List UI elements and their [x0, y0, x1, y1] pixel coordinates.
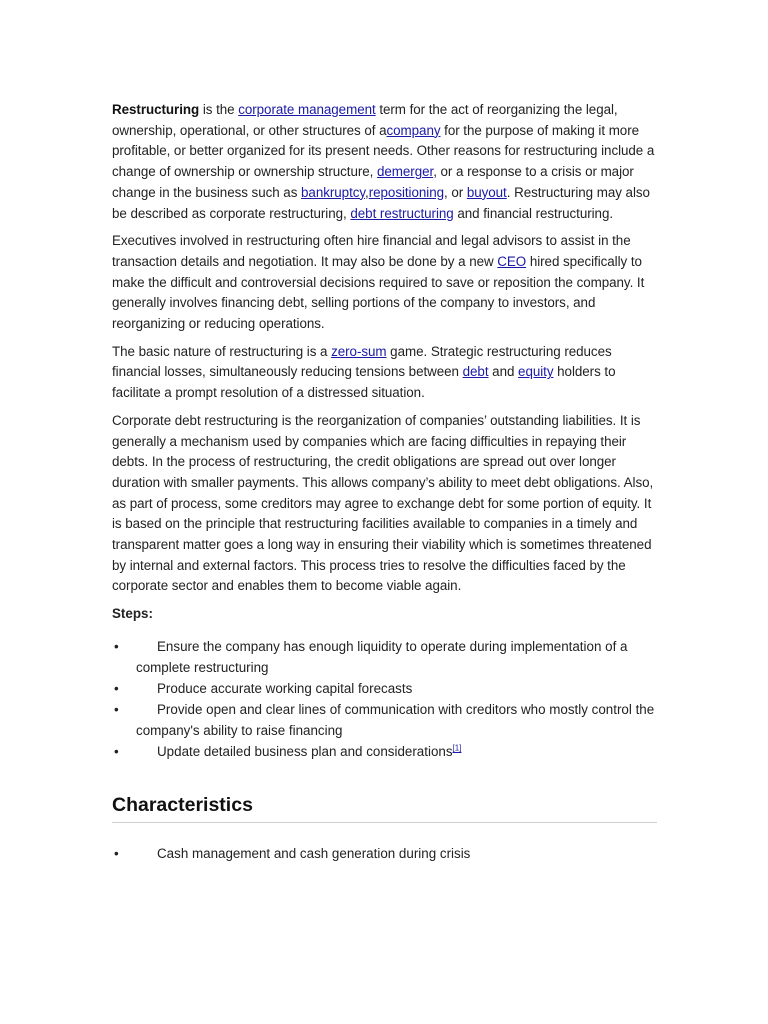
text-run: and financial restructuring.: [453, 205, 614, 221]
link-repositioning[interactable]: repositioning: [368, 184, 444, 200]
text-run: is the: [199, 102, 239, 117]
link-buyout[interactable]: buyout: [466, 184, 507, 200]
steps-title: Steps:: [112, 606, 153, 622]
link-corporate-management[interactable]: corporate management: [238, 102, 376, 117]
footnote-ref: [453, 744, 462, 753]
text-run: holders to facilitate a prompt resolution of a distressed situation.: [112, 364, 616, 401]
characteristics-list: [112, 843, 657, 864]
text-run: . Restructuring may also be described as corporate restructuring,: [112, 184, 650, 221]
list-item: [112, 741, 657, 762]
link-company[interactable]: company: [386, 122, 441, 138]
paragraph-corporate-debt: Corporate debt restructuring is the reorganization of companies’ outstanding liabilities. It is generally a mechanism used by companies which are facing difficulties in repaying their debts. In the process of restructuring, the credit obligations are spread out over longer duration with smaller payments. This allows company’s ability to meet debt obligations. Also, as part of process, some creditors may agree to exchange debt for some portion of equity. It is based on the principle that restructuring facilities available to companies in a timely and transparent matter goes a long way in ensuring their viability which is sometimes threatened by internal and external factors. This process tries to resolve the difficulties faced by the corporate sector and enables them to become viable again.: [112, 412, 654, 594]
link-debt[interactable]: debt: [462, 364, 489, 380]
list-item: [112, 636, 657, 678]
footnote-link[interactable]: [1]: [452, 743, 462, 753]
link-ceo[interactable]: CEO: [497, 253, 527, 269]
list-item-text: Provide open and clear lines of communication with creditors who mostly control the company's ability to raise financing: [136, 702, 655, 739]
text-run: term for the act of reorganizing the legal, ownership, operational, or other structures of a: [112, 102, 618, 138]
paragraph-basic-nature: [112, 342, 657, 404]
bullet-icon: •: [114, 639, 119, 655]
list-item-text: Update detailed business plan and considerations: [157, 744, 453, 760]
text-run: game. Strategic restructuring reduces financial losses, simultaneously reducing tensions between: [112, 343, 612, 380]
text-run: hired specifically to make the difficult and controversial decisions required to save or reposition the company. It generally involves financing debt, selling portions of the company to investors, and reorganizing or reducing operations.: [112, 253, 645, 332]
steps-list: [112, 636, 657, 762]
bullet-icon: •: [114, 744, 119, 760]
link-debt-restructuring[interactable]: debt restructuring: [350, 205, 454, 221]
list-item-text: Produce accurate working capital forecasts: [157, 681, 413, 697]
bullet-icon: •: [114, 846, 119, 862]
paragraph-executives: [112, 231, 657, 335]
bullet-icon: •: [114, 681, 119, 697]
text-run: for the purpose of making it more profitable, or better organized for its present needs. Other reasons for restructuring include a change of ownership or ownership structure,: [112, 122, 655, 180]
list-item-text: Ensure the company has enough liquidity to operate during implementation of a complete restructuring: [136, 639, 628, 676]
section-heading-characteristics: Characteristics: [112, 792, 657, 823]
text-run: , or a response to a crisis or major change in the business such as: [112, 164, 634, 200]
list-item: [112, 843, 657, 864]
paragraph-intro: [112, 100, 657, 224]
link-equity[interactable]: equity: [518, 364, 554, 380]
link-demerger[interactable]: demerger: [377, 164, 434, 180]
link-zero-sum[interactable]: zero-sum: [331, 343, 387, 359]
list-item-text: Cash management and cash generation during crisis: [157, 846, 471, 862]
term-restructuring: Restructuring: [112, 102, 200, 117]
list-item: [112, 699, 657, 741]
text-run: The basic nature of restructuring is a: [112, 343, 332, 359]
bullet-icon: •: [114, 702, 119, 718]
list-item: [112, 678, 657, 699]
article-body: [112, 100, 657, 864]
text-run: , or: [444, 184, 467, 200]
text-run: Executives involved in restructuring often hire financial and legal advisors to assist in the transaction details and negotiation. It may also be done by a new: [112, 233, 631, 269]
text-run: ,: [365, 184, 369, 200]
text-run: and: [488, 364, 519, 380]
link-bankruptcy[interactable]: bankruptcy: [301, 184, 366, 200]
